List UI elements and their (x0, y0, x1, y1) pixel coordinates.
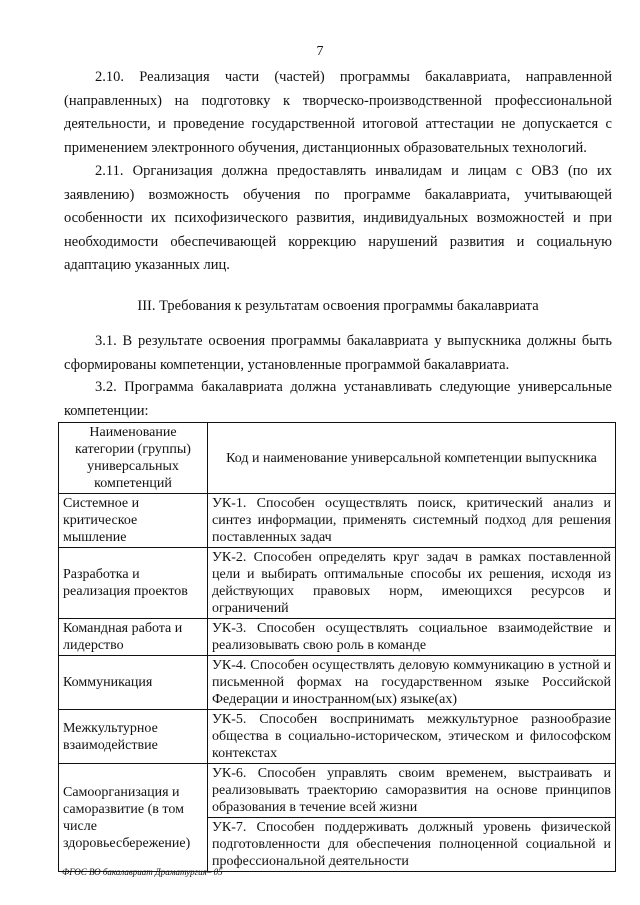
table-row (59, 619, 616, 656)
paragraph-3-1: 3.1. В результате освоения программы бакалавриата у выпускника должны быть сформированы компетенции, установленные программой бакалавриата. (64, 333, 612, 373)
competency-cell: УК-4. Способен осуществлять деловую коммуникацию в устной и письменной формах на государственном языке Российской Федерации и иностранном(ых) языке(ах) (208, 656, 616, 710)
paragraph-2-10: 2.10. Реализация части (частей) программы бакалавриата, направленной (направленных) на подготовку к творческо-производственной профессиональной деятельности, и проведение государственной итоговой аттестации не допускается с применением электронного обучения, дистанционных образовательных технологий. (64, 69, 612, 156)
category-cell: Разработка и реализация проектов (59, 548, 208, 619)
competency-cell: УК-6. Способен управлять своим временем, выстраивать и реализовывать траекторию саморазвития на основе принципов образования в течение всей жизни (208, 764, 616, 818)
competency-cell: УК-1. Способен осуществлять поиск, критический анализ и синтез информации, применять системный подход для решения поставленных задач (208, 494, 616, 548)
table-row (59, 494, 616, 548)
table-row (59, 764, 616, 818)
table-row (59, 548, 616, 619)
competency-cell: УК-5. Способен воспринимать межкультурное разнообразие общества в социально-историческом, этическом и философском контекстах (208, 710, 616, 764)
document-footer: ФГОС ВО бакалавриат Драматургия– 05 (62, 867, 223, 877)
header-category: Наименование категории (группы) универсальных компетенций (59, 423, 208, 494)
category-cell: Коммуникация (59, 656, 208, 710)
table-header-row (59, 423, 616, 494)
category-cell: Системное и критическое мышление (59, 494, 208, 548)
table-row (59, 656, 616, 710)
section-heading: III. Требования к результатам освоения программы бакалавриата (137, 298, 539, 314)
header-code: Код и наименование универсальной компетенции выпускника (208, 423, 616, 494)
category-cell: Самоорганизация и саморазвитие (в том числе здоровьесбережение) (59, 764, 208, 872)
competency-cell: УК-3. Способен осуществлять социальное взаимодействие и реализовывать свою роль в команде (208, 619, 616, 656)
category-cell: Межкультурное взаимодействие (59, 710, 208, 764)
category-cell: Командная работа и лидерство (59, 619, 208, 656)
competency-cell: УК-7. Способен поддерживать должный уровень физической подготовленности для обеспечения полноценной социальной и профессиональной деятельности (208, 818, 616, 872)
competencies-table (58, 422, 616, 872)
table-row (59, 710, 616, 764)
paragraph-3-2: 3.2. Программа бакалавриата должна устанавливать следующие универсальные компетенции: (64, 379, 612, 419)
paragraph-2-11: 2.11. Организация должна предоставлять инвалидам и лицам с ОВЗ (по их заявлению) возможность обучения по программе бакалавриата, учитывающей особенности их психофизического развития, индивидуальных возможностей и при необходимости обеспечивающей коррекцию нарушений развития и социальную адаптацию указанных лиц. (64, 163, 612, 273)
page-number: 7 (316, 44, 324, 59)
competency-cell: УК-2. Способен определять круг задач в рамках поставленной цели и выбирать оптимальные способы их решения, исходя из действующих правовых норм, имеющихся ресурсов и ограничений (208, 548, 616, 619)
